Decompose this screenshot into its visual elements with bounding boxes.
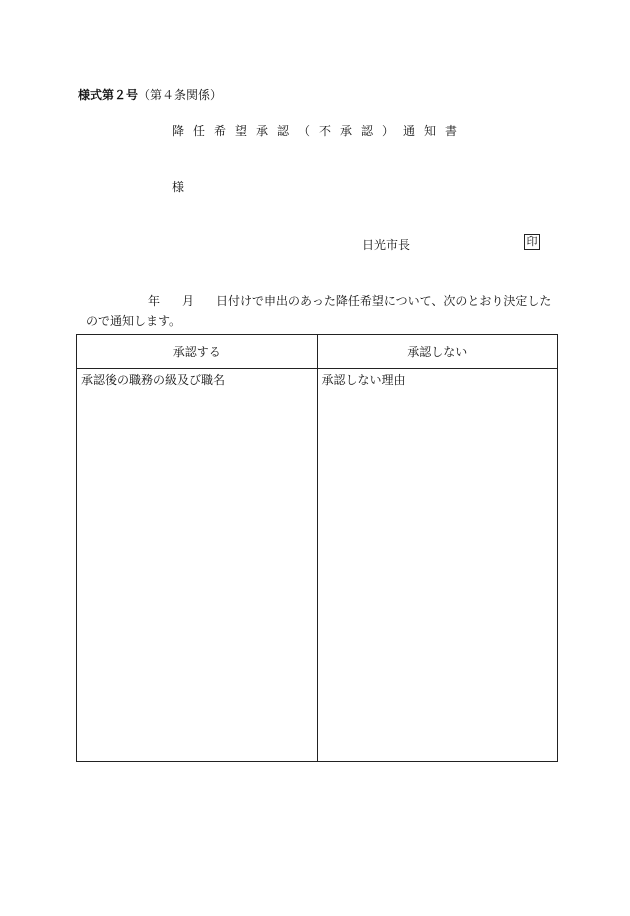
month-label: 月 bbox=[182, 294, 195, 308]
decision-table bbox=[76, 334, 558, 762]
table-header-row bbox=[77, 335, 558, 369]
cell-post-approval-grade: 承認後の職務の級及び職名 bbox=[77, 369, 318, 762]
document-title: 降任希望承認（不承認）通知書 bbox=[172, 124, 467, 138]
notice-text-line-1 bbox=[148, 292, 551, 309]
notice-text-rest: 日付けで申出のあった降任希望について、次のとおり決定した bbox=[216, 294, 552, 308]
table-body-row bbox=[77, 369, 558, 762]
header-disapprove: 承認しない bbox=[317, 335, 558, 369]
recipient-suffix: 様 bbox=[172, 180, 185, 194]
article-reference: （第４条関係） bbox=[138, 88, 223, 102]
header-approve: 承認する bbox=[77, 335, 318, 369]
seal-mark: 印 bbox=[524, 234, 540, 250]
notice-text-line-2: ので通知します。 bbox=[86, 314, 182, 328]
form-number: 様式第２号 bbox=[78, 88, 139, 102]
year-label: 年 bbox=[148, 294, 161, 308]
issuer-name: 日光市長 bbox=[362, 238, 411, 252]
cell-disapproval-reason: 承認しない理由 bbox=[317, 369, 558, 762]
form-number-label bbox=[78, 86, 222, 103]
